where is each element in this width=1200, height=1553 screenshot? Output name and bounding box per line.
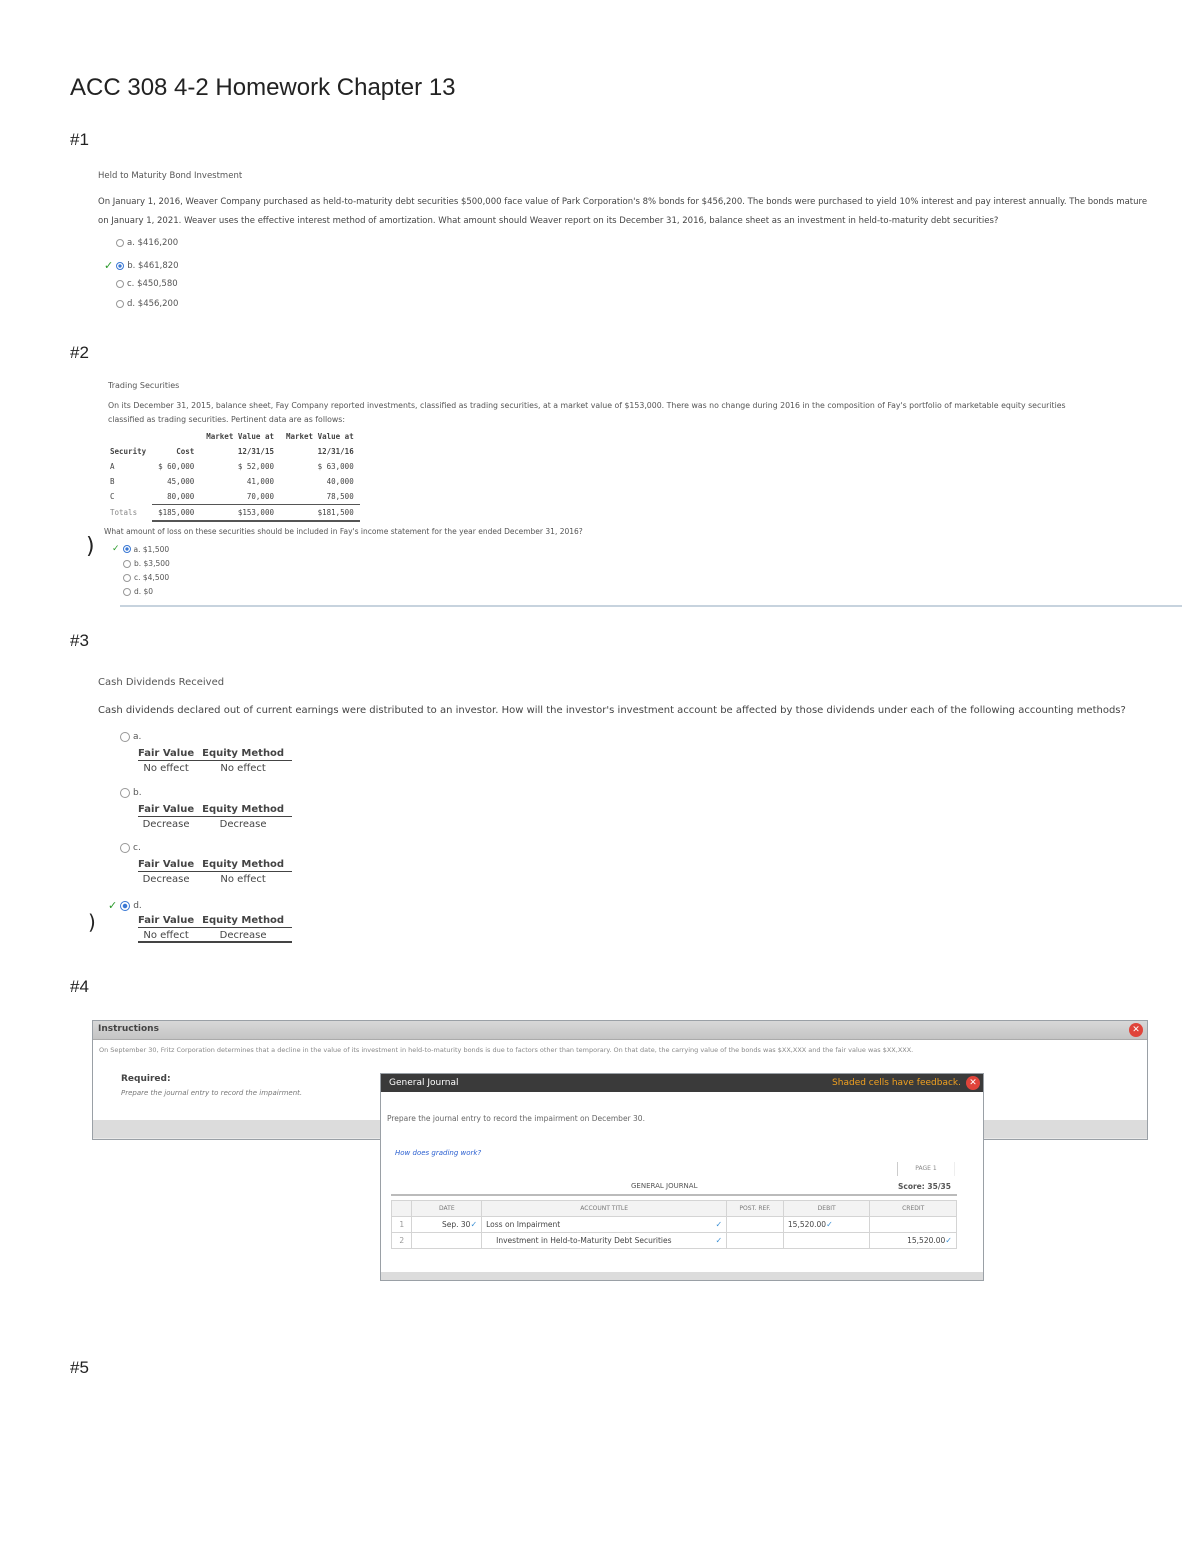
cursor-bracket-icon: ) bbox=[86, 534, 95, 559]
required-label: Required: bbox=[121, 1074, 171, 1084]
q2-heading: Trading Securities bbox=[108, 381, 180, 390]
table-row bbox=[104, 505, 360, 522]
post-ref-cell[interactable] bbox=[727, 1233, 784, 1249]
table-header-cell: Market Value at bbox=[285, 432, 354, 441]
radio-selected-icon[interactable] bbox=[123, 545, 131, 553]
q1-text-line-1: On January 1, 2016, Weaver Company purchased as held-to-maturity debt securities $500,000 face value of Park Corporation's 8% bonds for $456,200. The bonds were purchased to yield 10% interest and pay interest annually. The bonds mature bbox=[98, 197, 1148, 207]
table-cell: C bbox=[110, 492, 115, 502]
q2-option-d[interactable] bbox=[123, 587, 153, 596]
q2-option-b-label: b. $3,500 bbox=[134, 559, 170, 568]
debit-cell[interactable] bbox=[783, 1233, 870, 1249]
table-cell: $ 52,000 bbox=[237, 462, 274, 471]
checkmark-icon: ✓ bbox=[826, 1220, 833, 1229]
table-cell: 41,000 bbox=[246, 477, 274, 486]
journal-table bbox=[391, 1200, 957, 1249]
row-number: 2 bbox=[392, 1233, 412, 1249]
q3-option-d-table bbox=[138, 915, 292, 943]
q3-option-c-table bbox=[138, 859, 292, 885]
column-header: Fair Value bbox=[138, 915, 202, 928]
table-header-cell: Cost bbox=[176, 447, 195, 456]
checkmark-icon: ✓ bbox=[108, 899, 118, 912]
fair-value-cell: No effect bbox=[143, 763, 189, 774]
close-icon[interactable]: ✕ bbox=[1129, 1023, 1143, 1037]
checkmark-icon: ✓ bbox=[945, 1236, 952, 1245]
radio-icon[interactable] bbox=[123, 560, 131, 568]
equity-method-cell: No effect bbox=[220, 874, 266, 885]
debit-cell[interactable] bbox=[783, 1217, 870, 1233]
table-header-cell: Security bbox=[110, 447, 147, 456]
q3-option-a[interactable] bbox=[120, 732, 141, 742]
q1-option-a[interactable] bbox=[116, 238, 178, 248]
credit-cell[interactable] bbox=[870, 1233, 957, 1249]
document-title: ACC 308 4-2 Homework Chapter 13 bbox=[70, 74, 456, 101]
q2-option-c-label: c. $4,500 bbox=[134, 573, 170, 582]
radio-icon[interactable] bbox=[116, 300, 124, 308]
radio-icon[interactable] bbox=[120, 788, 130, 798]
q3-option-d-label: d. bbox=[133, 900, 142, 911]
equity-method-cell: Decrease bbox=[202, 928, 292, 943]
column-header: Fair Value bbox=[138, 804, 202, 817]
table-cell: A bbox=[110, 462, 115, 471]
journal-table-title: GENERAL JOURNAL bbox=[631, 1182, 698, 1190]
table-header-cell: Market Value at bbox=[206, 432, 274, 441]
journal-header bbox=[381, 1074, 983, 1092]
q3-option-b-label: b. bbox=[133, 788, 142, 798]
row-number: 1 bbox=[392, 1217, 412, 1233]
radio-icon[interactable] bbox=[116, 239, 124, 247]
column-header: Fair Value bbox=[138, 859, 202, 872]
table-cell: $ 63,000 bbox=[317, 462, 354, 471]
column-header: ACCOUNT TITLE bbox=[482, 1201, 727, 1217]
q3-option-c-label: c. bbox=[133, 843, 141, 853]
table-row bbox=[104, 489, 360, 505]
column-header: Equity Method bbox=[202, 748, 292, 761]
checkmark-icon: ✓ bbox=[470, 1220, 478, 1229]
close-icon[interactable]: ✕ bbox=[966, 1076, 980, 1090]
column-header: DEBIT bbox=[783, 1201, 870, 1217]
q2-text-line-1: On its December 31, 2015, balance sheet, Fay Company reported investments, classified as trading securities, at a market value of $153,000. There was no change during 2016 in the composition of Fay's portfolio of marketable equity securities bbox=[108, 401, 1066, 410]
q2-securities-table bbox=[104, 429, 360, 522]
account-value: Loss on Impairment bbox=[486, 1220, 561, 1229]
q3-option-c[interactable] bbox=[120, 843, 141, 853]
table-cell: 40,000 bbox=[326, 477, 354, 486]
column-header: Equity Method bbox=[202, 859, 292, 872]
radio-icon[interactable] bbox=[123, 588, 131, 596]
q1-option-b-label: b. $461,820 bbox=[127, 260, 179, 271]
table-row bbox=[104, 474, 360, 489]
cursor-bracket-icon: ) bbox=[88, 910, 96, 934]
date-cell[interactable] bbox=[412, 1217, 482, 1233]
column-header: Equity Method bbox=[202, 915, 292, 928]
column-header bbox=[392, 1201, 412, 1217]
score: Score: 35/35 bbox=[897, 1182, 951, 1191]
table-cell: $ 60,000 bbox=[158, 462, 195, 471]
debit-value: 15,520.00 bbox=[787, 1220, 827, 1229]
q3-heading: Cash Dividends Received bbox=[98, 677, 225, 688]
fair-value-cell: Decrease bbox=[142, 874, 190, 885]
checkmark-icon: ✓ bbox=[715, 1220, 723, 1229]
credit-cell[interactable] bbox=[870, 1217, 957, 1233]
table-cell: 70,000 bbox=[200, 489, 280, 505]
table-header-cell: 12/31/15 bbox=[237, 447, 274, 456]
q2-option-d-label: d. $0 bbox=[134, 587, 154, 596]
feedback-notice: Shaded cells have feedback. bbox=[832, 1078, 961, 1088]
journal-title: General Journal bbox=[389, 1078, 459, 1088]
equity-method-cell: Decrease bbox=[219, 819, 267, 830]
fair-value-cell: No effect bbox=[138, 928, 202, 943]
table-row bbox=[392, 1233, 957, 1249]
journal-footer bbox=[381, 1272, 983, 1280]
q1-option-d-label: d. $456,200 bbox=[127, 299, 179, 309]
radio-icon[interactable] bbox=[123, 574, 131, 582]
table-header-cell: 12/31/16 bbox=[317, 447, 354, 456]
q2-option-b[interactable] bbox=[123, 559, 170, 568]
checkmark-icon: ✓ bbox=[104, 259, 114, 272]
q1-option-b[interactable] bbox=[104, 259, 179, 272]
equity-method-cell: No effect bbox=[220, 763, 266, 774]
table-row bbox=[392, 1217, 957, 1233]
radio-selected-icon[interactable] bbox=[116, 262, 124, 270]
table-cell: B bbox=[110, 477, 115, 486]
table-header-cell bbox=[104, 429, 152, 444]
radio-icon[interactable] bbox=[120, 843, 130, 853]
table-cell: 45,000 bbox=[167, 477, 195, 486]
table-cell: 80,000 bbox=[152, 489, 200, 505]
journal-prompt: Prepare the journal entry to record the impairment on December 30. bbox=[387, 1114, 645, 1123]
q1-text-line-2: on January 1, 2021. Weaver uses the effective interest method of amortization. What amount should Weaver report on its December 31, 2016, balance sheet as an investment in held-to-maturity debt securities? bbox=[98, 216, 999, 226]
grading-link[interactable]: How does grading work? bbox=[395, 1149, 482, 1157]
date-value: Sep. 30 bbox=[441, 1220, 471, 1229]
divider bbox=[391, 1194, 957, 1196]
question-2-number: #2 bbox=[70, 343, 89, 362]
account-cell[interactable] bbox=[482, 1217, 727, 1233]
radio-icon[interactable] bbox=[116, 280, 124, 288]
divider bbox=[120, 605, 1182, 607]
table-cell: $153,000 bbox=[200, 505, 280, 522]
checkmark-icon: ✓ bbox=[715, 1236, 723, 1245]
q3-option-b-table bbox=[138, 804, 292, 830]
page-tab[interactable]: PAGE 1 bbox=[897, 1162, 955, 1176]
q3-option-a-label: a. bbox=[133, 732, 142, 742]
column-header: Equity Method bbox=[202, 804, 292, 817]
account-value: Investment in Held-to-Maturity Debt Securities bbox=[496, 1236, 672, 1245]
radio-icon[interactable] bbox=[120, 732, 130, 742]
question-5-number: #5 bbox=[70, 1358, 89, 1377]
column-header: Fair Value bbox=[138, 748, 202, 761]
q2-option-a[interactable] bbox=[112, 544, 169, 554]
q3-option-d[interactable] bbox=[108, 899, 142, 912]
q2-text-line-2: classified as trading securities. Pertinent data are as follows: bbox=[108, 415, 345, 424]
required-text: Prepare the journal entry to record the impairment. bbox=[121, 1089, 303, 1097]
table-cell: 78,500 bbox=[280, 489, 360, 505]
general-journal-panel bbox=[380, 1073, 984, 1281]
account-cell[interactable] bbox=[482, 1233, 727, 1249]
date-cell[interactable] bbox=[412, 1233, 482, 1249]
column-header: CREDIT bbox=[870, 1201, 957, 1217]
table-cell: $185,000 bbox=[152, 505, 200, 522]
fair-value-cell: Decrease bbox=[142, 819, 190, 830]
q2-option-c[interactable] bbox=[123, 573, 169, 582]
q1-option-c-label: c. $450,580 bbox=[127, 279, 178, 289]
radio-selected-icon[interactable] bbox=[120, 901, 130, 911]
column-header: DATE bbox=[412, 1201, 482, 1217]
table-cell: Totals bbox=[110, 508, 138, 518]
q3-option-b[interactable] bbox=[120, 788, 142, 798]
post-ref-cell[interactable] bbox=[727, 1217, 784, 1233]
table-header-cell bbox=[152, 429, 200, 444]
q2-question: What amount of loss on these securities should be included in Fay's income statement for the year ended December 31, 2016? bbox=[104, 527, 583, 536]
q1-option-d[interactable] bbox=[116, 299, 178, 309]
q3-option-a-table bbox=[138, 748, 292, 774]
table-cell: $181,500 bbox=[280, 505, 360, 522]
q1-heading: Held to Maturity Bond Investment bbox=[98, 171, 243, 181]
question-1-number: #1 bbox=[70, 130, 89, 149]
question-3-number: #3 bbox=[70, 631, 89, 650]
credit-value: 15,520.00 bbox=[907, 1236, 946, 1245]
q3-text: Cash dividends declared out of current earnings were distributed to an investor. How will the investor's investment account be affected by those dividends under each of the following accounting methods? bbox=[98, 705, 1126, 716]
instructions-header bbox=[93, 1021, 1147, 1040]
q2-option-a-label: a. $1,500 bbox=[133, 544, 170, 554]
q1-option-a-label: a. $416,200 bbox=[127, 238, 179, 248]
instructions-text: On September 30, Fritz Corporation determines that a decline in the value of its investment in held-to-maturity bonds is due to factors other than temporary. On that date, the carrying value of the bonds was $XX,XXX and the fair value was $XX,XXX. bbox=[99, 1046, 914, 1054]
table-row bbox=[104, 459, 360, 474]
column-header: POST. REF. bbox=[727, 1201, 784, 1217]
q1-option-c[interactable] bbox=[116, 279, 178, 289]
instructions-title: Instructions bbox=[98, 1024, 159, 1034]
question-4-number: #4 bbox=[70, 977, 89, 996]
checkmark-icon: ✓ bbox=[112, 544, 120, 554]
